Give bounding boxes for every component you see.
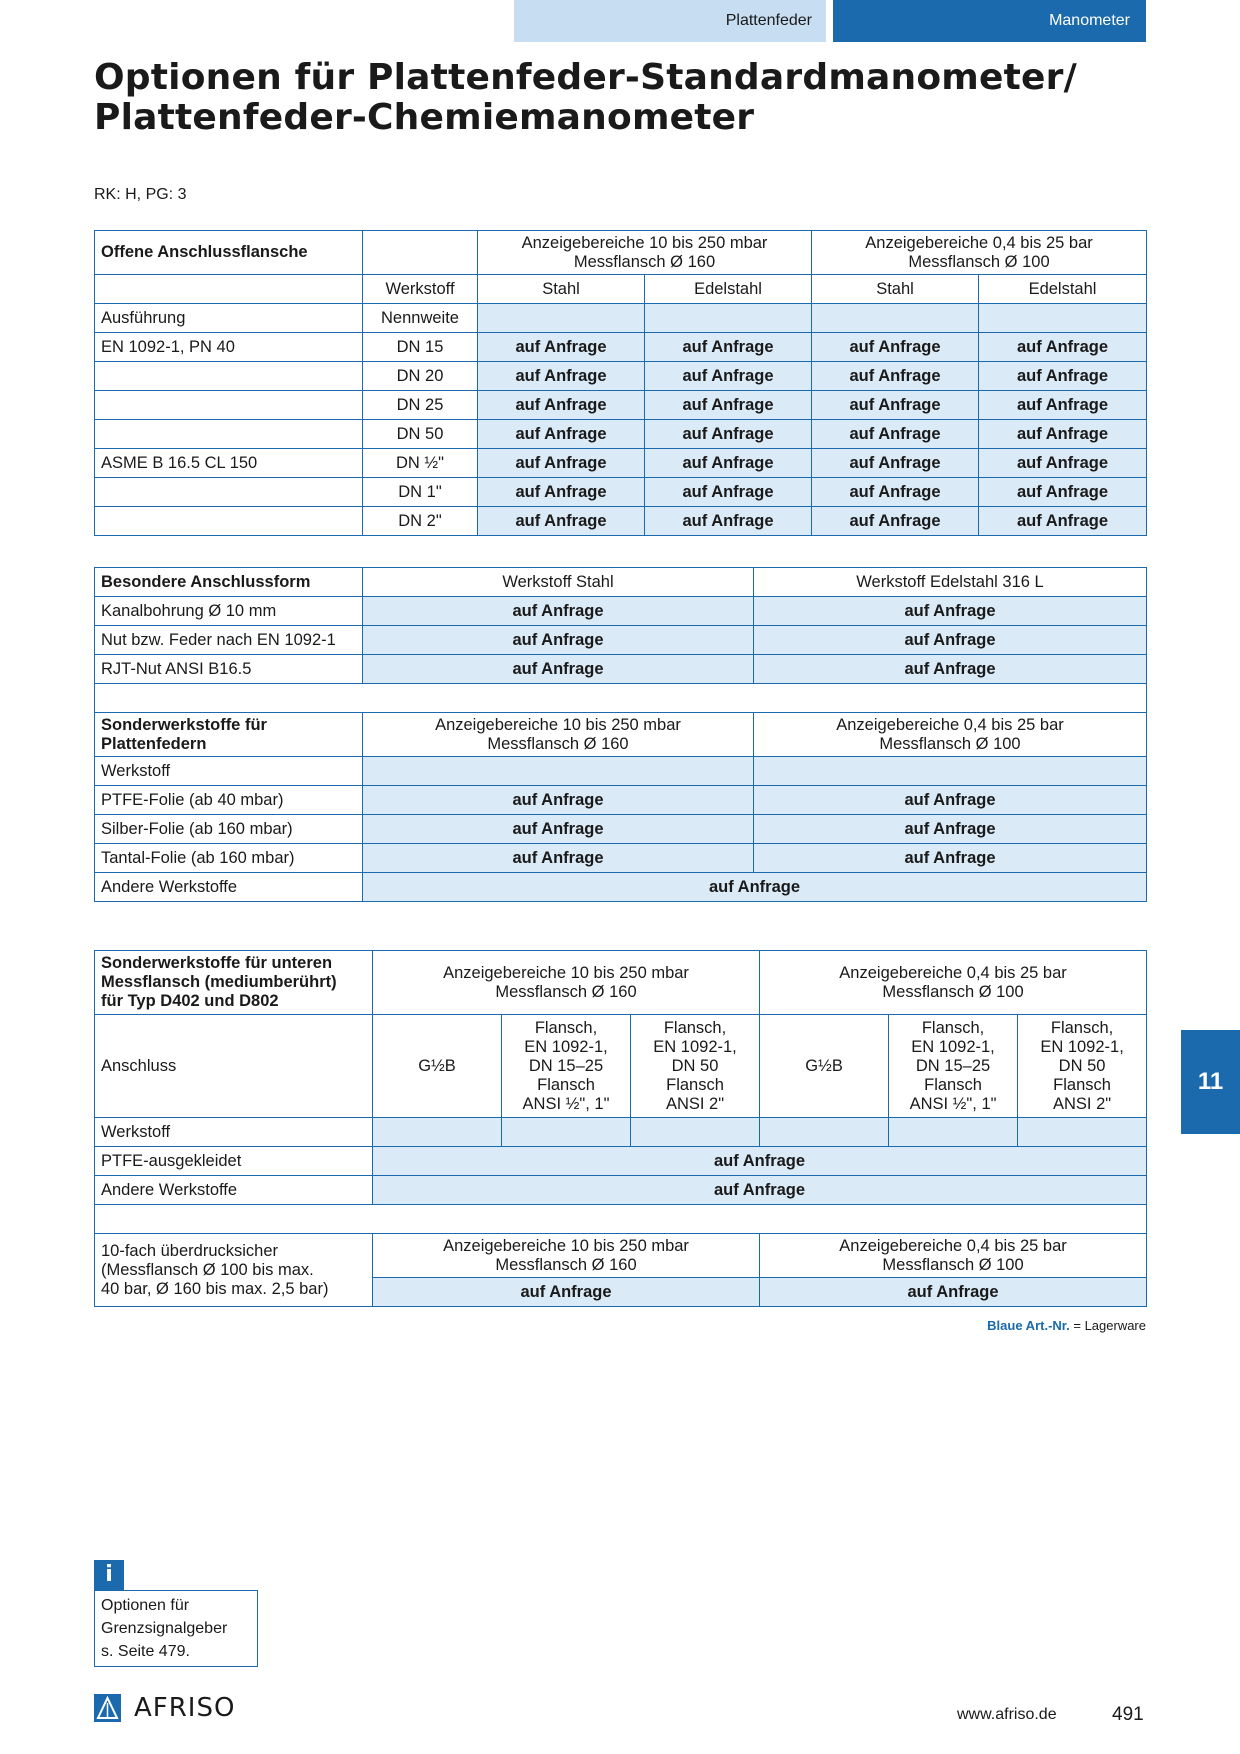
value-cell: auf Anfrage xyxy=(645,449,812,478)
table-row xyxy=(95,597,1147,626)
value-cell: auf Anfrage xyxy=(754,815,1147,844)
range-header-large: Anzeigebereiche 0,4 bis 25 bar Messflansch Ø 100 xyxy=(760,1234,1147,1278)
table-row xyxy=(95,626,1147,655)
spacer-row xyxy=(95,1205,1147,1234)
range-header-large: Anzeigebereiche 0,4 bis 25 bar Messflansch Ø 100 xyxy=(754,713,1147,757)
anschluss-g: G½B xyxy=(373,1015,502,1118)
material-edelstahl: Edelstahl xyxy=(979,275,1147,304)
empty-cell xyxy=(812,304,979,333)
range-header-small: Anzeigebereiche 10 bis 250 mbar Messflansch Ø 160 xyxy=(363,713,754,757)
value-cell: auf Anfrage xyxy=(979,507,1147,536)
table-sonderwerkstoffe-messflansch xyxy=(94,950,1147,1307)
value-cell: auf Anfrage xyxy=(478,478,645,507)
value-cell: auf Anfrage xyxy=(812,391,979,420)
value-cell: auf Anfrage xyxy=(363,815,754,844)
norm-cell xyxy=(95,420,363,449)
tab-plattenfeder[interactable] xyxy=(514,0,826,42)
table-row xyxy=(95,420,1147,449)
value-cell: auf Anfrage xyxy=(478,507,645,536)
section-title: Sonderwerkstoffe für Plattenfedern xyxy=(95,713,363,757)
value-cell: auf Anfrage xyxy=(754,786,1147,815)
empty-cell xyxy=(979,304,1147,333)
table-besondere-anschlussform xyxy=(94,567,1147,902)
range-header-small: Anzeigebereiche 10 bis 250 mbar Messflansch Ø 160 xyxy=(478,231,812,275)
info-text: Optionen für Grenzsignalgeber s. Seite 479. xyxy=(94,1590,258,1667)
col-header-edelstahl: Werkstoff Edelstahl 316 L xyxy=(754,568,1147,597)
table-row xyxy=(95,362,1147,391)
legend xyxy=(987,1318,1146,1333)
material-edelstahl: Edelstahl xyxy=(645,275,812,304)
anschluss-flansch-dn50: Flansch, EN 1092-1, DN 50 Flansch ANSI 2" xyxy=(1018,1015,1147,1118)
dn-cell: DN 1" xyxy=(363,478,478,507)
range-header-large: Anzeigebereiche 0,4 bis 25 bar Messflansch Ø 100 xyxy=(812,231,1147,275)
material-stahl: Stahl xyxy=(478,275,645,304)
dn-cell: DN ½" xyxy=(363,449,478,478)
page-title: Optionen für Plattenfeder-Standardmanometer/ Plattenfeder-Chemiemanometer xyxy=(94,57,1077,138)
row-label: Kanalbohrung Ø 10 mm xyxy=(95,597,363,626)
table-offene-anschlussflansche xyxy=(94,230,1147,536)
row-label: RJT-Nut ANSI B16.5 xyxy=(95,655,363,684)
value-cell: auf Anfrage xyxy=(363,655,754,684)
value-cell: auf Anfrage xyxy=(645,391,812,420)
norm-cell xyxy=(95,507,363,536)
range-header-large: Anzeigebereiche 0,4 bis 25 bar Messflansch Ø 100 xyxy=(760,951,1147,1015)
value-cell: auf Anfrage xyxy=(812,478,979,507)
value-cell: auf Anfrage xyxy=(478,449,645,478)
value-cell: auf Anfrage xyxy=(478,333,645,362)
empty-cell xyxy=(631,1118,760,1147)
row-label: Andere Werkstoffe xyxy=(95,1176,373,1205)
value-cell: auf Anfrage xyxy=(754,597,1147,626)
col-header-stahl: Werkstoff Stahl xyxy=(363,568,754,597)
value-cell: auf Anfrage xyxy=(645,333,812,362)
value-cell: auf Anfrage xyxy=(812,420,979,449)
rk-pg-code: RK: H, PG: 3 xyxy=(94,186,187,203)
material-stahl: Stahl xyxy=(812,275,979,304)
table-row xyxy=(95,844,1147,873)
empty-cell xyxy=(889,1118,1018,1147)
table-row xyxy=(95,449,1147,478)
value-cell: auf Anfrage xyxy=(645,420,812,449)
dn-cell: DN 25 xyxy=(363,391,478,420)
value-cell: auf Anfrage xyxy=(363,786,754,815)
empty-cell xyxy=(95,275,363,304)
table-title: Sonderwerkstoffe für unteren Messflansch (mediumberührt) für Typ D402 und D802 xyxy=(95,951,373,1015)
table-row xyxy=(95,333,1147,362)
table-title: Offene Anschlussflansche xyxy=(95,231,363,275)
value-cell: auf Anfrage xyxy=(363,873,1147,902)
legend-blue: Blaue Art.-Nr. xyxy=(987,1318,1070,1333)
nennweite-label: Nennweite xyxy=(363,304,478,333)
value-cell: auf Anfrage xyxy=(645,507,812,536)
value-cell: auf Anfrage xyxy=(979,478,1147,507)
table-row xyxy=(95,507,1147,536)
table-row xyxy=(95,786,1147,815)
value-cell: auf Anfrage xyxy=(979,362,1147,391)
value-cell: auf Anfrage xyxy=(812,507,979,536)
table-row xyxy=(95,815,1147,844)
norm-cell xyxy=(95,391,363,420)
empty-cell xyxy=(1018,1118,1147,1147)
anschluss-flansch-dn15-25: Flansch, EN 1092-1, DN 15–25 Flansch ANSI ½", 1" xyxy=(889,1015,1018,1118)
tab-label: Manometer xyxy=(1049,12,1130,29)
anschluss-g: G½B xyxy=(760,1015,889,1118)
empty-cell xyxy=(478,304,645,333)
table-row xyxy=(95,873,1147,902)
dn-cell: DN 50 xyxy=(363,420,478,449)
empty-cell xyxy=(363,231,478,275)
value-cell: auf Anfrage xyxy=(812,449,979,478)
werkstoff-label: Werkstoff xyxy=(95,1118,373,1147)
empty-cell xyxy=(502,1118,631,1147)
value-cell: auf Anfrage xyxy=(373,1176,1147,1205)
value-cell: auf Anfrage xyxy=(478,420,645,449)
value-cell: auf Anfrage xyxy=(754,626,1147,655)
table-row xyxy=(95,391,1147,420)
row-label: Nut bzw. Feder nach EN 1092-1 xyxy=(95,626,363,655)
dn-cell: DN 15 xyxy=(363,333,478,362)
value-cell: auf Anfrage xyxy=(812,362,979,391)
value-cell: auf Anfrage xyxy=(373,1278,760,1307)
chapter-tab: 11 xyxy=(1181,1030,1240,1134)
page-number: 491 xyxy=(1112,1704,1144,1725)
table-row xyxy=(95,1176,1147,1205)
row-label: PTFE-Folie (ab 40 mbar) xyxy=(95,786,363,815)
value-cell: auf Anfrage xyxy=(754,655,1147,684)
info-icon: i xyxy=(94,1560,124,1590)
value-cell: auf Anfrage xyxy=(363,844,754,873)
empty-cell xyxy=(363,757,754,786)
norm-cell: ASME B 16.5 CL 150 xyxy=(95,449,363,478)
value-cell: auf Anfrage xyxy=(478,362,645,391)
dn-cell: DN 2" xyxy=(363,507,478,536)
empty-cell xyxy=(645,304,812,333)
value-cell: auf Anfrage xyxy=(979,449,1147,478)
value-cell: auf Anfrage xyxy=(812,333,979,362)
werkstoff-label: Werkstoff xyxy=(95,757,363,786)
value-cell: auf Anfrage xyxy=(478,391,645,420)
empty-cell xyxy=(373,1118,502,1147)
range-header-small: Anzeigebereiche 10 bis 250 mbar Messflansch Ø 160 xyxy=(373,1234,760,1278)
norm-cell: EN 1092-1, PN 40 xyxy=(95,333,363,362)
website-url[interactable]: www.afriso.de xyxy=(957,1706,1057,1723)
value-cell: auf Anfrage xyxy=(979,420,1147,449)
value-cell: auf Anfrage xyxy=(363,597,754,626)
value-cell: auf Anfrage xyxy=(979,391,1147,420)
ueberdrucksicher-label: 10-fach überdrucksicher (Messflansch Ø 100 bis max. 40 bar, Ø 160 bis max. 2,5 bar) xyxy=(95,1234,373,1307)
werkstoff-label: Werkstoff xyxy=(363,275,478,304)
spacer-row xyxy=(95,684,1147,713)
table-row xyxy=(95,655,1147,684)
empty-cell xyxy=(754,757,1147,786)
value-cell: auf Anfrage xyxy=(645,362,812,391)
table-row xyxy=(95,478,1147,507)
logo-text: AFRISO xyxy=(134,1693,236,1723)
anschluss-flansch-dn15-25: Flansch, EN 1092-1, DN 15–25 Flansch ANSI ½", 1" xyxy=(502,1015,631,1118)
dn-cell: DN 20 xyxy=(363,362,478,391)
value-cell: auf Anfrage xyxy=(979,333,1147,362)
table-row xyxy=(95,1147,1147,1176)
row-label: Tantal-Folie (ab 160 mbar) xyxy=(95,844,363,873)
row-label: Andere Werkstoffe xyxy=(95,873,363,902)
tab-label: Plattenfeder xyxy=(725,12,812,29)
range-header-small: Anzeigebereiche 10 bis 250 mbar Messflansch Ø 160 xyxy=(373,951,760,1015)
anschluss-label: Anschluss xyxy=(95,1015,373,1118)
row-label: Silber-Folie (ab 160 mbar) xyxy=(95,815,363,844)
value-cell: auf Anfrage xyxy=(363,626,754,655)
empty-cell xyxy=(760,1118,889,1147)
row-label: PTFE-ausgekleidet xyxy=(95,1147,373,1176)
value-cell: auf Anfrage xyxy=(373,1147,1147,1176)
legend-text: = Lagerware xyxy=(1069,1318,1146,1333)
norm-cell xyxy=(95,478,363,507)
logo-triangle-icon xyxy=(94,1694,121,1722)
table-title: Besondere Anschlussform xyxy=(95,568,363,597)
value-cell: auf Anfrage xyxy=(760,1278,1147,1307)
tab-manometer[interactable] xyxy=(833,0,1146,42)
value-cell: auf Anfrage xyxy=(645,478,812,507)
value-cell: auf Anfrage xyxy=(754,844,1147,873)
ausfuehrung-label: Ausführung xyxy=(95,304,363,333)
norm-cell xyxy=(95,362,363,391)
anschluss-flansch-dn50: Flansch, EN 1092-1, DN 50 Flansch ANSI 2" xyxy=(631,1015,760,1118)
